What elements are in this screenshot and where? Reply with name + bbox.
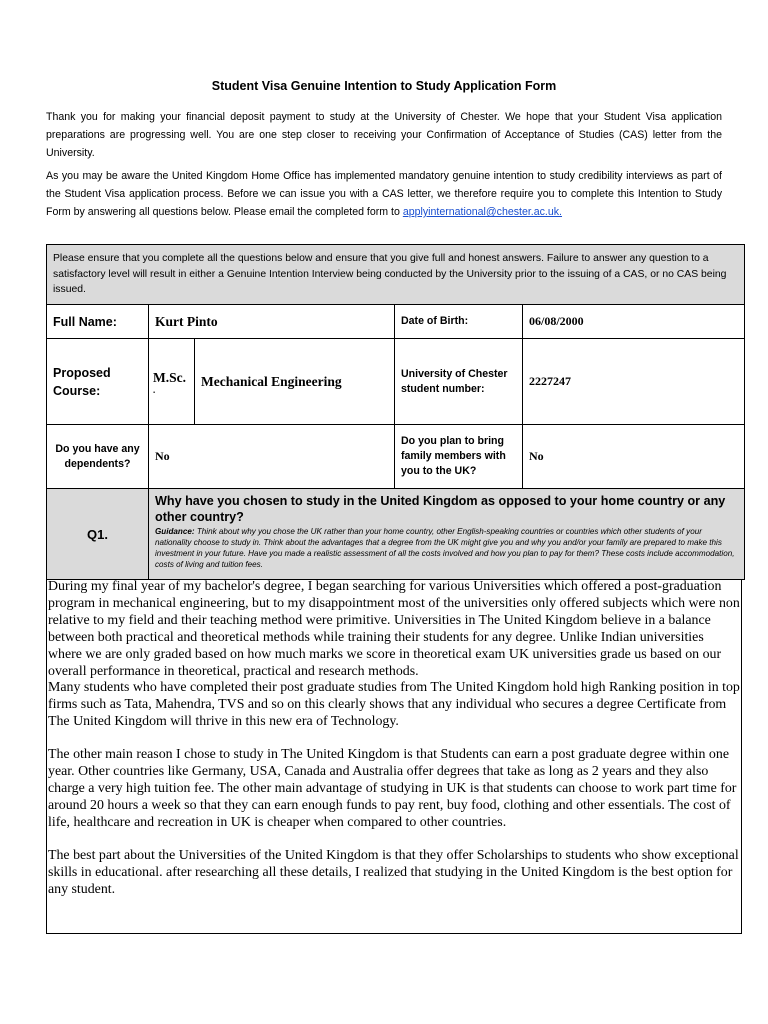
question-number: Q1. <box>47 489 149 580</box>
answer-paragraph-4: The best part about the Universities of the United Kingdom is that they offer Scholarships to students who show exceptional skills in educational. after researching all these details, I realized that studying in the United Kingdom is the best option for any student. <box>48 847 739 897</box>
paragraph-gap <box>48 832 740 848</box>
student-number-label: University of Chester student number: <box>395 339 523 425</box>
guidance <box>155 526 738 570</box>
family-label: Do you plan to bring family members with you to the UK? <box>395 425 523 489</box>
course-label: Proposed Course: <box>47 339 149 425</box>
form-title: Student Visa Genuine Intention to Study Application Form <box>211 79 557 93</box>
student-number-value[interactable]: 2227247 <box>523 339 745 425</box>
instruction-text: As you may be aware the United Kingdom Home Office has implemented mandatory genuine intention to study credibility interviews as part of the Student Visa application process. Before we can issue you with a CAS letter, we therefore require you to complete this Intention to Study Form by answering all questions below. Please email the completed form to <box>46 170 722 218</box>
guidance-label: Guidance: <box>155 527 195 536</box>
answer-box[interactable] <box>46 579 742 934</box>
course-level-mark: . <box>153 384 156 395</box>
course-name[interactable]: Mechanical Engineering <box>195 339 395 425</box>
dob-label: Date of Birth: <box>395 305 523 339</box>
full-name-value[interactable]: Kurt Pinto <box>149 305 395 339</box>
intro-paragraph: Thank you for making your financial deposit payment to study at the University of Chester. We hope that your Student Visa application preparations are progressing well. You are one step closer to receiving your Confirmation of Acceptance of Studies (CAS) letter from the University. <box>46 111 722 159</box>
family-value[interactable]: No <box>523 425 745 489</box>
course-level: M.Sc. <box>153 369 186 385</box>
instruction-paragraph <box>46 167 722 221</box>
answer-paragraph-2: Many students who have completed their post graduate studies from The United Kingdom hold high Ranking position in top firms such as Tata, Mahendra, TVS and so on this clearly shows that any individual who secures a degree Certificate from The United Kingdom will thrive in this new era of Technology. <box>48 680 740 730</box>
notice-box: Please ensure that you complete all the questions below and ensure that you give full and honest answers. Failure to answer any question to a satisfactory level will result in either a Genuine Intention Interview being conducted by the University prior to the issuing of a CAS, or no CAS being issued. <box>47 245 745 305</box>
answer-paragraph-1: During my final year of my bachelor's degree, I began searching for various Universities which offered a post-graduation program in mechanical engineering, but to my disappointment most of the universities only offered subjects which were non relative to my field and their teaching method were primitive. Universities in The United Kingdom believe in a balance between both practical and theoretical methods while training their students for any degree. Unlike Indian universities where we are only graded based on how much marks we score in theoretical exam UK universities grade us based on our overall performance in theoretical, practical and research methods. <box>48 579 740 679</box>
dependents-label: Do you have any dependents? <box>47 425 149 489</box>
application-form-table <box>46 244 745 580</box>
full-name-label: Full Name: <box>47 305 149 339</box>
paragraph-gap <box>48 731 740 747</box>
dob-value[interactable]: 06/08/2000 <box>523 305 745 339</box>
guidance-text: Think about why you chose the UK rather than your home country, other English-speaking countries or countries which other students of your nationality choose to study in. Think about the advantages that a degree from the UK might give you and why you and/or your family are prepared to make this investment in your future. Have you made a realistic assessment of all the costs involved and how you plan to pay for them? These costs include accommodation, costs of living and tuition fees. <box>155 527 735 569</box>
course-level-cell[interactable] <box>149 339 195 425</box>
question-text: Why have you chosen to study in the United Kingdom as opposed to your home country or any other country? <box>155 494 726 524</box>
dependents-value[interactable]: No <box>149 425 395 489</box>
email-link[interactable]: applyinternational@chester.ac.uk. <box>402 206 563 218</box>
question-cell <box>149 489 745 580</box>
answer-paragraph-3: The other main reason I chose to study in The United Kingdom is that Students can earn a post graduate degree within one year. Other countries like Germany, USA, Canada and Australia offer degrees that take as long as 2 years and they also charge a very high tuition fee. The other main advantage of studying in UK is that students can choose to work part time for around 20 hours a week so that they can earn enough funds to pay rent, buy food, clothing and other essentials. The cost of life, healthcare and recreation in UK is cheaper when compared to other countries. <box>48 747 737 830</box>
